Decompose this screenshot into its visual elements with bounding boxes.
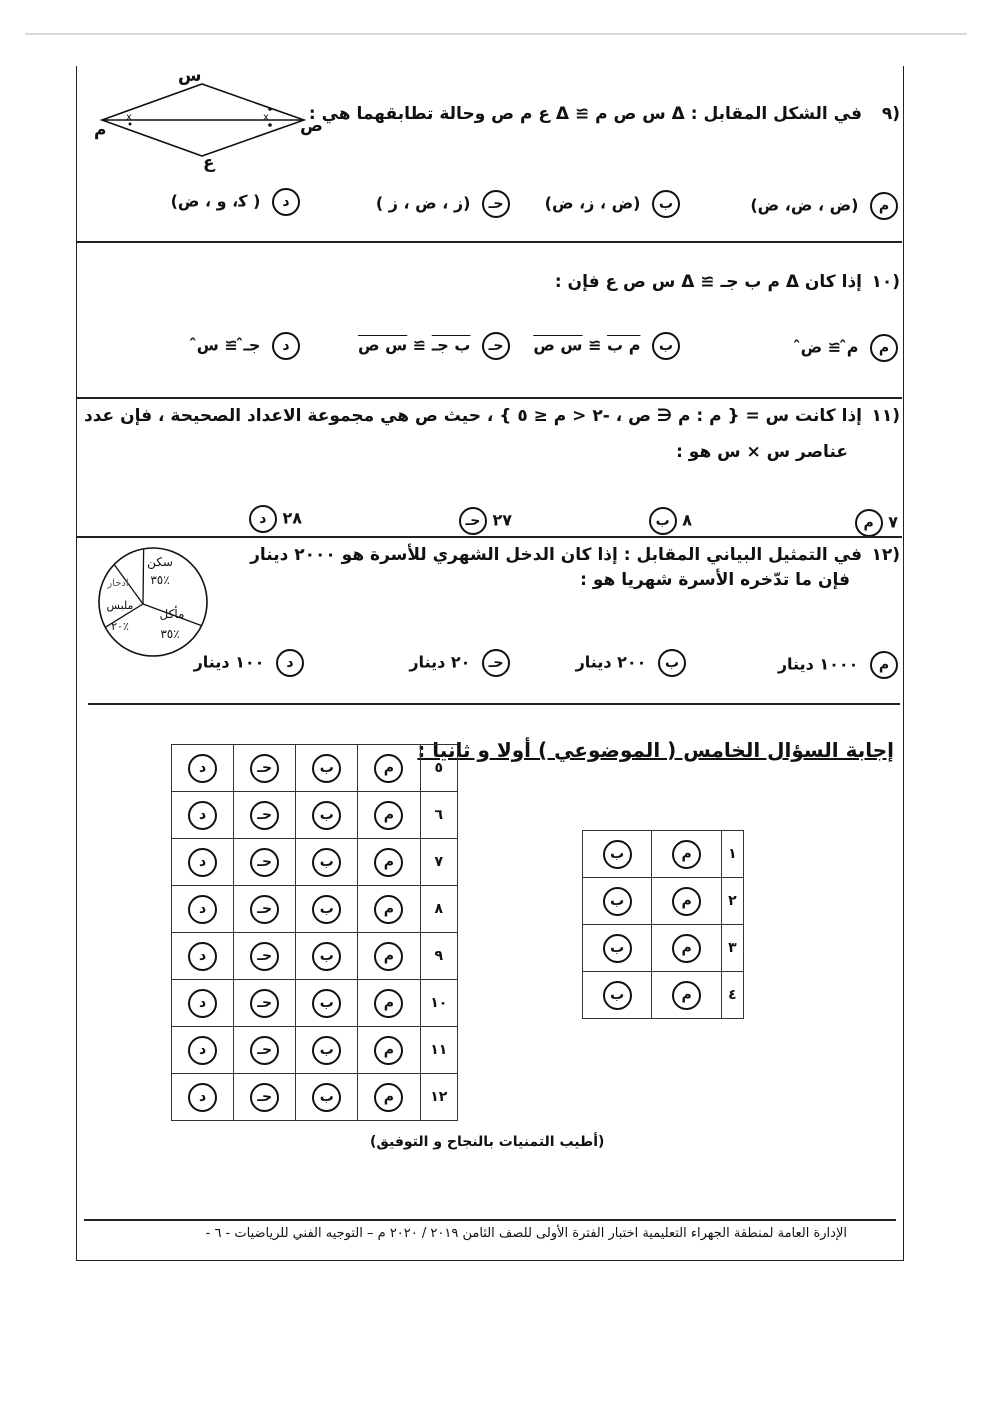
- answer-choice-circle: م: [374, 754, 403, 783]
- option-text: م̂ ≅ ض̂: [800, 337, 859, 357]
- answer-cell[interactable]: [172, 886, 234, 933]
- answer-choice-circle: ب: [312, 801, 341, 830]
- answer-choice-circle: ب: [603, 934, 632, 963]
- answer-cell[interactable]: [172, 839, 234, 886]
- question-number-cell: ١٠: [420, 980, 458, 1027]
- q11-option-c[interactable]: [453, 507, 512, 535]
- question-number-cell: ١٢: [420, 1074, 458, 1121]
- question-number-cell: ١: [721, 831, 743, 878]
- q11-option-b[interactable]: [643, 507, 692, 535]
- answer-cell[interactable]: [296, 792, 358, 839]
- q12-option-c[interactable]: [409, 649, 510, 677]
- figure-label-left: م: [94, 120, 107, 140]
- divider-q12: [88, 703, 900, 705]
- q12-text-line1: في التمثيل البياني المقابل : إذا كان الدخل الشهري للأسرة هو ٢٠٠٠ دينار: [250, 545, 862, 565]
- answer-cell[interactable]: [358, 980, 420, 1027]
- answer-choice-circle: م: [672, 981, 701, 1010]
- q11-text-line1: إذا كانت س = { م : م ∈ ص ، -٢ < م ≤ ٥ } ، حيث ص هي مجموعة الاعداد الصحيحة ، فإن عدد: [84, 406, 862, 426]
- option-text: (ض ، ض، ض): [750, 195, 859, 215]
- q9-number: ٩): [881, 104, 900, 124]
- svg-text:x: x: [263, 112, 269, 123]
- option-c-circle: حـ: [482, 649, 510, 677]
- segment-left: ب جـ: [431, 335, 471, 355]
- answer-choice-circle: د: [188, 848, 217, 877]
- answer-cell[interactable]: [583, 925, 652, 972]
- figure-label-right: ص: [300, 116, 323, 136]
- answer-choice-circle: حـ: [250, 848, 279, 877]
- divider-q11: [76, 536, 902, 538]
- answer-cell[interactable]: [234, 933, 296, 980]
- option-d-circle: د: [272, 332, 300, 360]
- q12-option-b[interactable]: [576, 649, 686, 677]
- segment-left: م ب: [607, 335, 641, 355]
- question-number-cell: ٦: [420, 792, 458, 839]
- answer-cell[interactable]: [358, 933, 420, 980]
- answer-cell[interactable]: [234, 1027, 296, 1074]
- answer-choice-circle: م: [374, 801, 403, 830]
- answer-choice-circle: ب: [312, 848, 341, 877]
- answer-row: [172, 792, 458, 839]
- question-number-cell: ٢: [721, 878, 743, 925]
- answer-choice-circle: م: [374, 1083, 403, 1112]
- q11-text-line2: عناصر س × س هو :: [676, 442, 848, 462]
- answer-cell[interactable]: [234, 1074, 296, 1121]
- answer-cell[interactable]: [296, 1074, 358, 1121]
- answer-cell[interactable]: [296, 1027, 358, 1074]
- answer-row: [172, 886, 458, 933]
- q10-option-b[interactable]: [533, 332, 680, 360]
- answer-grid-large: [171, 744, 458, 1121]
- option-c-circle: حـ: [459, 507, 487, 535]
- option-d-circle: د: [276, 649, 304, 677]
- option-text: ٢٧: [492, 510, 512, 530]
- answer-cell[interactable]: [296, 745, 358, 792]
- answer-grid-small: [582, 830, 744, 1019]
- question-number-cell: ٥: [420, 745, 458, 792]
- q12-option-a[interactable]: [778, 651, 898, 679]
- answer-choice-circle: د: [188, 942, 217, 971]
- answer-cell[interactable]: [296, 933, 358, 980]
- q12-option-d[interactable]: [194, 649, 304, 677]
- answer-choice-circle: ب: [312, 989, 341, 1018]
- answer-row: [172, 1074, 458, 1121]
- answer-cell[interactable]: [358, 745, 420, 792]
- footer-text: الإدارة العامة لمنطقة الجهراء التعليمية اختبار الفترة الأولى للصف الثامن ٢٠١٩ / ٢٠٢٠ م – التوجيه الفني للرياضيات - ٦ -: [205, 1226, 847, 1241]
- answer-choice-circle: ب: [603, 981, 632, 1010]
- answer-row: [583, 972, 744, 1019]
- answer-choice-circle: ب: [603, 887, 632, 916]
- question-number-cell: ٤: [721, 972, 743, 1019]
- segment-right: س ص: [533, 335, 583, 355]
- option-text: ٧: [888, 512, 898, 532]
- answer-choice-circle: ب: [312, 895, 341, 924]
- answer-cell[interactable]: [296, 886, 358, 933]
- answer-choice-circle: ب: [312, 1036, 341, 1065]
- slice-value-malbas: ٢٠٪: [111, 620, 129, 633]
- answer-choice-circle: ب: [312, 942, 341, 971]
- answer-cell[interactable]: [652, 878, 721, 925]
- q9-text: في الشكل المقابل : Δ س ص م ≅ Δ ع م ص وحالة تطابقهما هي :: [308, 104, 862, 124]
- option-c-circle: حـ: [482, 190, 510, 218]
- question-number-cell: ٧: [420, 839, 458, 886]
- question-number-cell: ١١: [420, 1027, 458, 1074]
- svg-text:x: x: [126, 112, 132, 123]
- q11-number: ١١): [871, 406, 900, 426]
- answer-cell[interactable]: [234, 745, 296, 792]
- answer-cell[interactable]: [172, 1027, 234, 1074]
- answer-cell[interactable]: [172, 980, 234, 1027]
- answer-row: [583, 878, 744, 925]
- answer-cell[interactable]: [583, 878, 652, 925]
- figure-label-top: س: [178, 66, 202, 86]
- answer-heading: إجابة السؤال الخامس ( الموضوعي ) أولا و ثانيا :: [417, 738, 894, 762]
- answer-choice-circle: ب: [312, 754, 341, 783]
- wishes-text: (أطيب التمنيات بالنجاح و التوفيق): [370, 1134, 605, 1150]
- q10-option-a[interactable]: [801, 334, 898, 362]
- option-c-circle: حـ: [482, 332, 510, 360]
- slice-label-malbas: ملبس: [106, 599, 134, 612]
- answer-cell[interactable]: [172, 792, 234, 839]
- slice-label-idkhar: ادخار: [107, 578, 129, 589]
- slice-value-sakan: ٣٥٪: [150, 573, 170, 587]
- answer-cell[interactable]: [234, 839, 296, 886]
- answer-row: [583, 925, 744, 972]
- answer-row: [172, 933, 458, 980]
- answer-choice-circle: حـ: [250, 1036, 279, 1065]
- option-text: ١٠٠٠ دينار: [777, 654, 859, 674]
- answer-choice-circle: حـ: [250, 895, 279, 924]
- option-text: ١٠٠ دينار: [193, 652, 265, 672]
- pie-divider-idkhar-sakan: [143, 549, 144, 604]
- option-text: ٨: [682, 510, 692, 530]
- option-a-circle: م: [870, 334, 898, 362]
- option-text: (ض ، ز، ض): [544, 193, 641, 213]
- option-a-circle: م: [855, 509, 883, 537]
- option-text: ( ﮐ، و ، ض): [170, 191, 261, 211]
- answer-cell[interactable]: [172, 745, 234, 792]
- answer-choice-circle: د: [188, 895, 217, 924]
- divider-q9: [76, 241, 902, 243]
- option-text: ٢٠٠ دينار: [575, 652, 647, 672]
- answer-choice-circle: م: [374, 989, 403, 1018]
- answer-cell[interactable]: [358, 886, 420, 933]
- footer-rule: [84, 1219, 896, 1221]
- option-b-circle: ب: [652, 332, 680, 360]
- slice-value-makal: ٣٥٪: [160, 627, 180, 641]
- answer-choice-circle: د: [188, 1083, 217, 1112]
- congruent-sign: ≅: [588, 335, 602, 355]
- q11-option-a[interactable]: [849, 509, 898, 537]
- answer-cell[interactable]: [358, 1074, 420, 1121]
- q9-option-a[interactable]: [750, 192, 898, 220]
- answer-choice-circle: حـ: [250, 989, 279, 1018]
- answer-choice-circle: ب: [603, 840, 632, 869]
- option-d-circle: د: [272, 188, 300, 216]
- answer-row: [172, 980, 458, 1027]
- answer-cell[interactable]: [652, 831, 721, 878]
- answer-cell[interactable]: [296, 980, 358, 1027]
- answer-cell[interactable]: [358, 839, 420, 886]
- answer-row: [172, 839, 458, 886]
- answer-cell[interactable]: [358, 1027, 420, 1074]
- option-text: ٢٨: [282, 508, 302, 528]
- q12-number: ١٢): [871, 545, 900, 565]
- option-b-circle: ب: [658, 649, 686, 677]
- answer-choice-circle: د: [188, 801, 217, 830]
- answer-cell[interactable]: [234, 980, 296, 1027]
- question-number-cell: ٣: [721, 925, 743, 972]
- answer-row: [583, 831, 744, 878]
- option-text: ٢٠ دينار: [409, 652, 471, 672]
- option-text: جـ̂ ≅ س̂: [196, 335, 261, 355]
- answer-choice-circle: م: [672, 840, 701, 869]
- question-number-cell: ٨: [420, 886, 458, 933]
- pie-chart: [90, 546, 216, 658]
- answer-choice-circle: ب: [312, 1083, 341, 1112]
- option-d-circle: د: [249, 505, 277, 533]
- q12-text-line2: فإن ما تدّخره الأسرة شهريا هو :: [580, 570, 850, 590]
- answer-choice-circle: حـ: [250, 754, 279, 783]
- answer-choice-circle: د: [188, 989, 217, 1018]
- congruent-sign: ≅: [412, 335, 427, 355]
- answer-choice-circle: م: [374, 942, 403, 971]
- answer-choice-circle: م: [374, 1036, 403, 1065]
- answer-cell[interactable]: [583, 972, 652, 1019]
- answer-choice-circle: د: [188, 1036, 217, 1065]
- option-a-circle: م: [870, 192, 898, 220]
- answer-choice-circle: حـ: [250, 1083, 279, 1112]
- q10-option-c[interactable]: [358, 332, 510, 360]
- top-rule: [25, 33, 967, 35]
- q10-number: ١٠): [871, 272, 900, 292]
- answer-choice-circle: م: [672, 934, 701, 963]
- slice-label-makal: مأكل: [159, 607, 185, 621]
- segment-right: س ص: [358, 335, 408, 355]
- q9-option-d[interactable]: [171, 188, 300, 216]
- divider-q10: [76, 397, 902, 399]
- question-number-cell: ٩: [420, 933, 458, 980]
- answer-cell[interactable]: [652, 972, 721, 1019]
- figure-label-bottom: ع: [203, 153, 215, 173]
- q10-text: إذا كان Δ م ب جـ ≅ Δ س ص ع فإن :: [554, 272, 862, 292]
- answer-cell[interactable]: [172, 933, 234, 980]
- answer-cell[interactable]: [296, 839, 358, 886]
- answer-cell[interactable]: [172, 1074, 234, 1121]
- answer-row: [172, 1027, 458, 1074]
- answer-choice-circle: م: [374, 895, 403, 924]
- option-text: (ز ، ض ، ز ): [375, 193, 471, 213]
- answer-cell[interactable]: [652, 925, 721, 972]
- option-a-circle: م: [870, 651, 898, 679]
- answer-choice-circle: حـ: [250, 801, 279, 830]
- q10-option-d[interactable]: [197, 332, 300, 360]
- answer-choice-circle: م: [374, 848, 403, 877]
- q9-option-c[interactable]: [376, 190, 510, 218]
- q9-option-b[interactable]: [545, 190, 680, 218]
- answer-choice-circle: حـ: [250, 942, 279, 971]
- answer-row: [172, 745, 458, 792]
- answer-cell[interactable]: [234, 792, 296, 839]
- answer-choice-circle: د: [188, 754, 217, 783]
- answer-cell[interactable]: [358, 792, 420, 839]
- answer-choice-circle: م: [672, 887, 701, 916]
- slice-label-sakan: سكن: [147, 555, 173, 569]
- option-b-circle: ب: [649, 507, 677, 535]
- answer-cell[interactable]: [234, 886, 296, 933]
- q11-option-d[interactable]: [243, 505, 302, 533]
- answer-cell[interactable]: [583, 831, 652, 878]
- option-b-circle: ب: [652, 190, 680, 218]
